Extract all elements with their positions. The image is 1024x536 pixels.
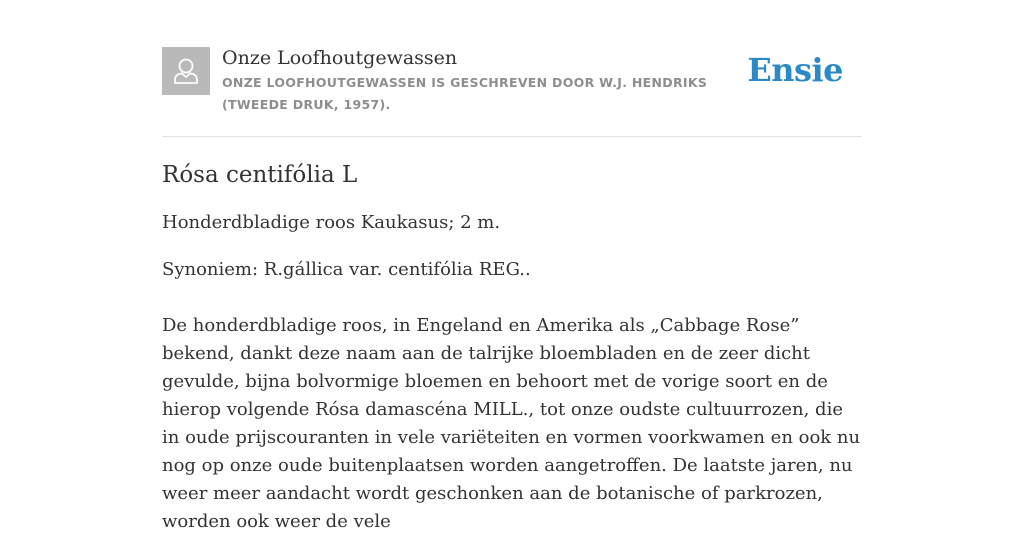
article-title: Rósa centifólia L bbox=[162, 162, 358, 188]
source-header bbox=[162, 46, 862, 137]
ensie-logo[interactable]: Ensie bbox=[747, 51, 843, 89]
article-content bbox=[162, 158, 862, 536]
source-description: ONZE LOOFHOUTGEWASSEN IS GESCHREVEN DOOR W.J. HENDRIKS (TWEEDE DRUK, 1957). bbox=[222, 75, 708, 112]
article-paragraph-2: Synoniem: R.gállica var. centifólia REG.. bbox=[162, 259, 531, 280]
user-icon bbox=[162, 47, 210, 95]
article-paragraph-1: Honderdbladige roos Kaukasus; 2 m. bbox=[162, 212, 501, 233]
source-title[interactable]: Onze Loofhoutgewassen bbox=[222, 47, 458, 69]
article-paragraph-3: De honderdbladige roos, in Engeland en Amerika als „Cabbage Rose” bekend, dankt deze naam aan de talrijke bloembladen en de zeer dicht gevulde, bijna bolvormige bloemen en behoort met de vorige soort en de hierop volgende Rósa damascéna MILL., tot onze oudste cultuurrozen, die in oude prijscouranten in vele variëteiten en vormen voorkwamen en ook nu nog op onze oude buitenplaatsen worden aangetroffen. De laatste jaren, nu weer meer aandacht wordt geschonken aan de botanische of parkrozen, worden ook weer de vele bbox=[162, 315, 861, 532]
